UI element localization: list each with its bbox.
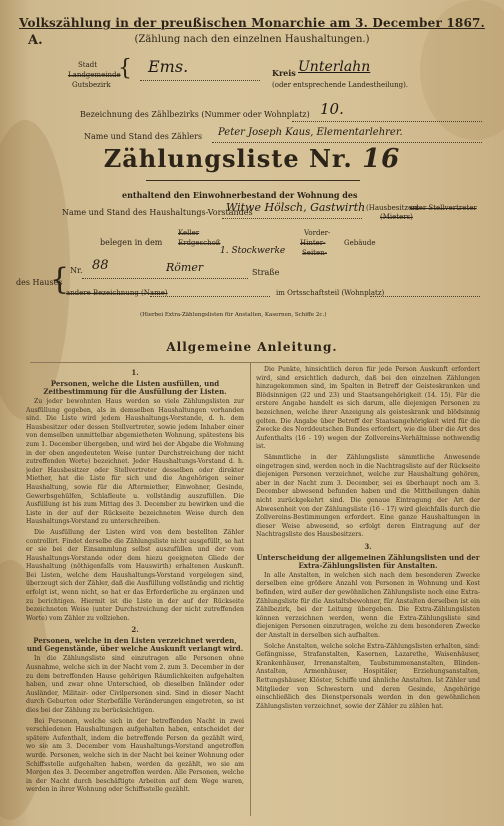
stadt-label: Stadt [78, 61, 98, 69]
kreis-value: Unterlahn [298, 59, 371, 75]
erdgeschoss-option: Erdgeschoß [178, 239, 221, 247]
place-value: Ems. [148, 57, 189, 76]
head-value: Witwe Hölsch, Gastwirth [226, 201, 366, 214]
other-underline [150, 296, 270, 297]
house-bracket: { [50, 262, 70, 297]
street-value: Römer [166, 261, 204, 274]
head-note-1: (Hausbesitzers [366, 204, 420, 212]
head-underline [222, 218, 362, 219]
house-label: des Hauses [16, 278, 63, 287]
im-label: im Ortsschaftsteil (Wohnplatz) [276, 289, 385, 297]
district-value: 10. [320, 100, 344, 118]
storey-value: 1. Stockwerke [220, 246, 286, 256]
list-title [0, 144, 504, 174]
right-paragraph-2: Sämmtliche in der Zählungsliste sämmtliche Anwesende eingetragen sind, werden noch in die Nachtragsliste auf der Rückseite diejenigen Personen verzeichnet, welche zur Haushaltung gehören, aber in der Nacht zum 3. December, sei es überhaupt noch am 3. December abwesend befunden haben und die Mittheilungen dahin nicht zurückgekehrt sind. Die genaue Eintragung der Art der Abwesenheit von der Zählungsliste (16 - 17) wird gleichfalls durch die Zollvereins-Bestimmungen erfordert. Eine ganze Haushaltungen in dieser Weise abwesend, so erfolgt deren Eintragung auf der Nachtragsliste des Hausbesitzers. [256, 453, 480, 539]
keller-option: Keller [178, 229, 200, 237]
sec3-number: 3. [364, 541, 372, 551]
head-note-3: (Mieters) [380, 213, 413, 221]
instructions-title: Allgemeine Anleitung. [166, 340, 338, 354]
instructions-right-column [256, 366, 480, 818]
street-underline [82, 278, 248, 279]
left-paragraph-2: Die Ausfüllung der Listen wird von dem bestellten Zähler controllirt. Findet derselbe die Zählungsliste nicht ausgefüllt, so hat er sie bei der Einsammlung selbst auszufüllen und der vom Haushaltungs-Vorstande oder dem hiezu geeigneten Gliede der Haushaltung (nöthigenfalls vom Hauswirth) erhaltenen Auskunft. Bei Listen, welche dem Haushaltungs-Vorstand vorgelegen sind, überzeugt sich der Zähler, daß die Ausfüllung vollständig und richtig erfolgt ist, wenn nicht, so hat er das Erforderliche zu ergänzen und zu berichtigen. Hiermit ist die Liste in der auf der Rückseite bezeichneten Weise (unter Durchstreichung der nicht zutreffenden Worte) vom Zähler zu vollziehen. [26, 528, 244, 622]
sec2-number: 2. [131, 625, 139, 635]
sec3-title: Unterscheidung der allgemeinen Zählungslisten und der Extra-Zählungslisten für Anstalten. [256, 552, 480, 570]
inhabitants-line: enthaltend den Einwohnerbestand der Wohnung des [122, 190, 358, 200]
located-label: belegen in dem [100, 238, 163, 247]
right-paragraph-4: Solche Anstalten, welche solche Extra-Zählungslisten erhalten, sind: Gefängnisse, Strafanstalten, Kasernen, Lazarethe, Waisenhäuser, Krankenhäuser, Irrenanstalten, Taubstummenanstalten, Blinden-Anstalten, Armenhäuser, Hospitäler, Erziehungsanstalten, Rettungshäuser, Klöster, Schiffe und ähnliche Anstalten. Ist Zähler und Mitglieder von Schwestern und deren Gesinde, Angehörige einschließlich des Dienstpersonals werden in den gewöhnlichen Zählungslisten verzeichnet, sowie der Zähler zu zählen hat. [256, 642, 480, 710]
nr-label: Nr. [70, 266, 83, 275]
list-number: 16 [362, 144, 401, 174]
gutsbezirk-label: Gutsbezirk [72, 81, 111, 89]
form-header-subtitle: (Zählung nach den einzelnen Haushaltungen.) [134, 34, 370, 45]
seiten-option: Seiten- [302, 249, 328, 257]
gebaeude-label: Gebäude [344, 239, 376, 247]
sec1-number: 1. [131, 368, 139, 377]
place-underline [140, 80, 260, 81]
other-label: andere Bezeichnung (Name) [66, 289, 168, 297]
form-header-title: Volkszählung in der preußischen Monarchie am 3. December 1867. [19, 16, 485, 30]
list-title-prefix: Zählungsliste Nr. [103, 144, 353, 173]
head-note-2: oder Stellvertreter [410, 204, 477, 212]
counter-underline [212, 142, 482, 143]
district-label: Bezeichnung des Zählbezirks (Nummer oder Wohnplatz) [80, 110, 310, 119]
instructions-divider [30, 362, 480, 363]
title-underline [146, 180, 360, 181]
kreis-note: (oder entsprechende Landestheilung). [272, 81, 409, 89]
counter-value: Peter Joseph Kaus, Elementarlehrer. [218, 127, 403, 138]
head-label: Name und Stand des Haushaltungs-Vorstandes [62, 208, 253, 217]
extra-line: (Hierbei Extra-Zählungslisten für Anstalten, Kasernen, Schiffe 2c.) [140, 312, 327, 318]
landgemeinde-label: Landgemeinde [68, 71, 121, 79]
im-underline [370, 296, 480, 297]
instructions-left-column [26, 366, 244, 818]
form-letter: A. [28, 33, 43, 48]
vorder-option: Vorder- [304, 229, 331, 237]
hinter-option: Hinter- [300, 239, 326, 247]
right-paragraph-1: Die Punkte, hinsichtlich deren für jede Person Auskunft erfordert wird, sind ersichtlich dadurch, daß bei den einzelnen Zählungen hinzugekommen sind, im Spalten in Betreff der Geisteskranken und Blödsinnigen (22 und 23) und Staatsangehörigkeit (14. 15). Für die erstere Angabe handelt es sich darum, alle diejenigen Personen zu bezeichnen, welche ihrer Anzeigung als geisteskrank und blödsinnig gelten. Die Angabe über Betreff der Staatsangehörigkeit wird für die Zwecke des Norddeutschen Bundes erfordert, wie die über die Art des Aufenthalts (16 - 19) wegen der Zollvereins-Verhältnisse nothwendig ist. [256, 366, 480, 451]
sec1-title: Personen, welche die Listen ausfüllen, und Zeitbestimmung für die Ausfüllung der Listen. [43, 379, 227, 396]
column-divider [250, 362, 251, 816]
counter-label: Name und Stand des Zählers [84, 132, 203, 141]
left-paragraph-3: In die Zählungsliste sind einzutragen alle Personen ohne Ausnahme, welche sich in der Nacht vom 2. zum 3. December in der zu dem betreffenden Hause gehörigen Räumlichkeiten aufgehalten haben, und zwar ohne Unterschied, ob dieselben Inländer oder Ausländer, Militair- oder Civilpersonen sind. Sind in dieser Nacht durch Geburten oder Sterbefälle Veränderungen eingetreten, so ist dies bei der Zählung zu berücksichtigen. [26, 655, 244, 714]
left-paragraph-1: Zu jeder bewohnten Haus werden so viele Zählungslisten zur Ausfüllung gegeben, als in demselben Haushaltungen vorhanden sind. Die Liste wird jedem Haushaltungs-Vorstande, d. h. dem Hausbesitzer oder dessen Stellvertreter, sowie jedem Inhaber einer von demselben unmittelbar abgemietheten Wohnung, spätestens bis zum 1. December übergeben, und wird bei der Abgabe die Wohnung in der oben angedeuteten Weise (unter Durchstreichung der nicht zutreffenden Worte) bezeichnet. Jeder Haushaltungs-Vorstand d. h. jeder Hausbesitzer oder Stellvertreter desselben oder direkter Miether, hat die Liste für sich und die Angehörigen seiner Haushaltung, sowie für die Aftermiether, Einwohner, Gesinde, Gewerbsgehülfen, Schlafleute u. vollständig auszufüllen. Die Ausfüllung ist bis zum Mittag des 3. December zu bewirken und die Liste in der auf der Rückseite bezeichneten Weise durch den Haushaltungs-Vorstand zu unterschreiben. [26, 398, 244, 526]
house-number: 88 [92, 258, 109, 273]
sec2-title: Personen, welche in den Listen verzeichnet werden, und Gegenstände, über welche Auskunft verlangt wird. [26, 636, 244, 654]
right-paragraph-3: In alle Anstalten, in welchen sich nach dem besonderen Zwecke derselben eine größere Anzahl von Personen in Wohnung und Kost befinden, wird außer der gewöhnlichen Zählungsliste noch eine Extra-Zählungsliste für die Anstaltsbewohner, für Anstalten derselben ist ein Zählbezirk, bei der Leitung übergeben. Die Extra-Zählungslisten können verzeichnen werden, wenn die Extra-Zählungsliste sind diejenigen Personen einzutragen, welche zu dem besonderen Zwecke der Anstalt in derselben sich aufhalten. [256, 571, 480, 640]
left-paragraph-4: Bei Personen, welche sich in der betreffenden Nacht in zwei verschiedenen Haushaltungen aufgehalten haben, entscheidet der spätere Aufenthalt, indem die betreffende Person da gezählt wird, wo sie am 3. December vom Haushaltungs-Vorstand angetroffen wurde. Personen, welche sich in der Nacht bei keiner Wohnung oder Schiffsstelle aufgehalten haben, werden da gezählt, wo sie am Morgen des 3. December angetroffen werden. Alle Personen, welche in der Nacht durch beschäftigte Arbeiten auf dem Wege waren, werden in ihrer Wohnung oder Schiffsstelle gezählt. [26, 717, 244, 794]
place-bracket: { [118, 56, 132, 81]
kreis-label: Kreis [272, 68, 296, 78]
district-underline [292, 121, 482, 122]
strasse-label: Straße [252, 268, 280, 277]
